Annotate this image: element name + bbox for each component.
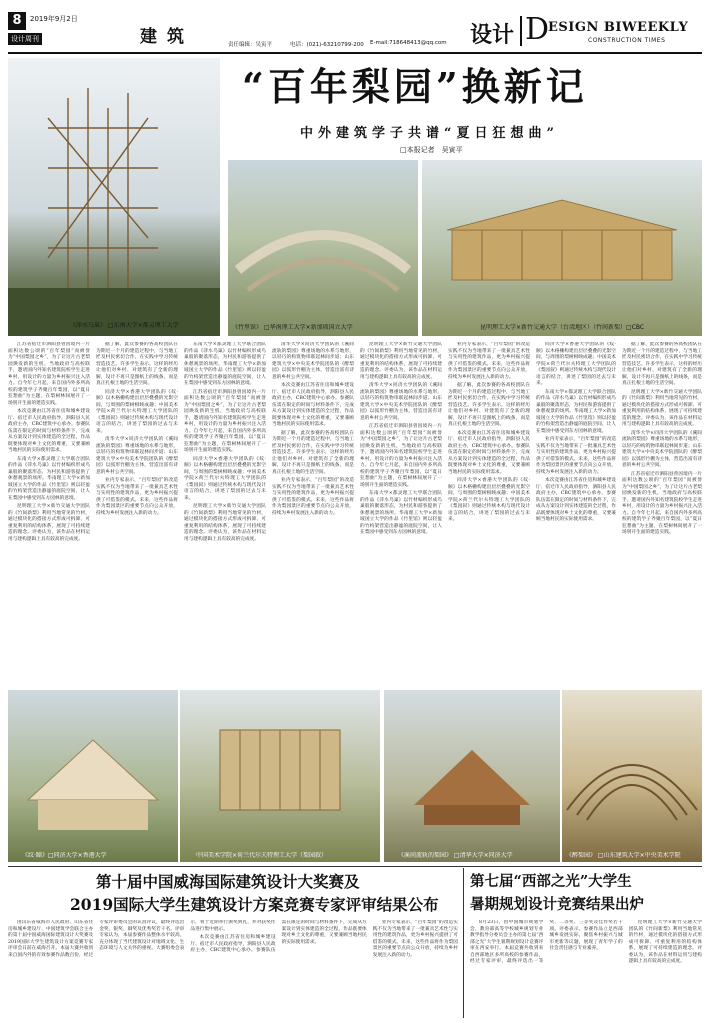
paragraph: 据了解，此次参赛的各高校团队在为期近一个月的建造过程中，与当地工匠及村民密切合作，在实践中学习传统营造技艺。许多学生表示，这样的经历让他们对乡村、对建筑有了全新的理解，设计不再只是图纸上的线条，而是真正扎根土地的生活空间。 xyxy=(272,430,354,475)
section-title: 建筑 xyxy=(140,27,194,47)
article-column-5 xyxy=(360,342,442,684)
paragraph: 本次竞赛由江苏省住房和城乡建设厅、宿迁市人民政府指导，泗阳县人民政府主办，CBC建筑中心承办。参赛队伍需在限定的时间与材料条件下，完成从方案设计到实体建造的全过程，作品既要体现对乡土文化的尊重，又要兼顾当地村民的实际使用需求。 xyxy=(536,478,616,522)
section-divider xyxy=(8,866,702,867)
logo xyxy=(470,12,702,52)
paragraph: 同济大学×香港大学团队的《纹·颐》以木格栅构建出层层叠叠的光影空间，与周围的梨树相映成趣；中国美术学院×荷兰代尔夫特理工大学团队的《梨园叙》则通过传统木构与现代设计语言的结合，讲述了梨园的过去与未来。 xyxy=(448,478,530,522)
photo-caption-3: 《溪间流轨的梨园》 □清华大学×同济大学 xyxy=(398,852,513,859)
paragraph: 同济大学×香港大学团队的《纹·颐》以木格栅构建出层层叠叠的光影空间，与周围的梨树相映成趣；中国美术学院×荷兰代尔夫特理工大学团队的《梨园叙》则通过传统木构与现代设计语言的结合，讲述了梨园的过去与未来。 xyxy=(184,456,266,501)
logo-cn: 设计 xyxy=(470,22,515,48)
lead-byline: □本报记者 吴寅平 xyxy=(400,146,463,154)
paragraph: 清华大学×同济大学团队的《溪间流轨的梨园》尊重场地的水系与地形，以轻巧的构筑物串联起林间步道；山东建筑大学×中央美术学院团队的《醉梨园》以弧形竹棚为主体，营造出富有诗意的乡村公共空间。 xyxy=(272,342,354,380)
paragraph: 东南大学×都灵理工大学联合团队的作品《萍水乌巢》以竹材编织形成鸟巢般的聚落形态，为村民和游客提供了休憩观景的场所。华南理工大学×新加坡国立大学的作品《竹里馆》则以轻盈的竹构架营造出静谧的庭院空间，让人在梨园中感受到东方园林的意境。 xyxy=(536,389,616,434)
tower-illustration xyxy=(8,58,220,336)
bottom-right-body xyxy=(470,920,702,1016)
logo-initial: D xyxy=(525,12,550,47)
lead-subheadline: 中外建筑学子共谱“夏日狂想曲” xyxy=(300,126,559,141)
logo-divider xyxy=(520,16,522,46)
article-column-2 xyxy=(96,342,178,684)
paragraph: 本次竞赛由江苏省住房和城乡建设厅、宿迁市人民政府指导，泗阳县人民政府主办，CBC建筑中心承办。参赛队伍需在限定的时间与材料条件下，完成从方案设计到实体建造的全过程，作品既要体现对乡土文化的尊重，又要兼顾当地村民的实际使用需求。 xyxy=(8,409,90,453)
bottom-left-headline-2: 2019国际大学生建筑设计方案竞赛专家评审结果公布 xyxy=(70,895,439,914)
paragraph: 昆明理工大学×新竹交通大学团队的《竹间新梨》利用当地常见的竹材，通过模块化的搭接方式形成可拆卸、可重复利用的结构体系，展现了可持续建造的理念。评委认为，该作品在材料运用与建构逻辑上具有较高的完成度。 xyxy=(622,389,702,427)
lead-photo-bamboo xyxy=(422,160,702,336)
paragraph: 昆明理工大学×新竹交通大学团队的《竹间新梨》利用当地常见的竹材，通过模块化的搭接方式形成可拆卸、可重复利用的结构体系，展现了可持续建造的理念。评委认为，该作品在材料运用与建构逻辑上具有较高的完成度。 xyxy=(184,504,266,542)
paragraph: 江苏省宿迁市泗阳县曾因境内一片面积达数公顷的“百年梨园”而被誉为“中国梨园之乡”，为了让这片古老梨园焕发新的生机，当地政府与高校联手，邀请国内外知名建筑院校学生走进乡村，用设计的力量为乡村振兴注入活力。自今年七月起，来自国内外多所高校的建筑学子齐聚百年梨园，以“夏日狂想曲”为主题，在梨树林间展开了一场别开生面的建造实践。 xyxy=(184,389,266,453)
bottom-left-headline-1: 第十届中国威海国际建筑设计大奖赛及 xyxy=(96,872,360,891)
paragraph: 江苏省宿迁市泗阳县曾因境内一片面积达数公顷的“百年梨园”而被誉为“中国梨园之乡”，为了让这片古老梨园焕发新的生机，当地政府与高校联手，邀请国内外知名建筑院校学生走进乡村，用设计的力量为乡村振兴注入活力。自今年七月起，来自国内外多所高校的建筑学子齐聚百年梨园，以“夏日狂想曲”为主题，在梨树林间展开了一场别开生面的建造实践。 xyxy=(8,342,90,406)
editor-line: 责任编辑：吴寅平 xyxy=(228,42,273,48)
paragraph: 东南大学×都灵理工大学联合团队的作品《萍水乌巢》以竹材编织形成鸟巢般的聚落形态，为村民和游客提供了休憩观景的场所。华南理工大学×新加坡国立大学的作品《竹里馆》则以轻盈的竹构架营造出静谧的庭院空间，让人在梨园中感受到东方园林的意境。 xyxy=(360,491,442,535)
paragraph: 东南大学×都灵理工大学联合团队的作品《萍水乌巢》以竹材编织形成鸟巢般的聚落形态，为村民和游客提供了休憩观景的场所。华南理工大学×新加坡国立大学的作品《竹里馆》则以轻盈的竹构架营造出静谧的庭院空间，让人在梨园中感受到东方园林的意境。 xyxy=(8,456,90,501)
paragraph: 江苏省宿迁市泗阳县曾因境内一片面积达数公顷的“百年梨园”而被誉为“中国梨园之乡”，为了让这片古老梨园焕发新的生机，当地政府与高校联手，邀请国内外知名建筑院校学生走进乡村，用设计的力量为乡村振兴注入活力。自今年七月起，来自国内外多所高校的建筑学子齐聚百年梨园，以“夏日狂想曲”为主题，在梨树林间展开了一场别开生面的建造实践。 xyxy=(622,471,702,535)
paragraph: 江苏省宿迁市泗阳县曾因境内一片面积达数公顷的“百年梨园”而被誉为“中国梨园之乡”，为了让这片古老梨园焕发新的生机，当地政府与高校联手，邀请国内外知名建筑院校学生走进乡村，用设计的力量为乡村振兴注入活力。自今年七月起，来自国内外多所高校的建筑学子齐聚百年梨园，以“夏日狂想曲”为主题，在梨树林间展开了一场别开生面的建造实践。 xyxy=(360,424,442,488)
paragraph: 昆明理工大学×新竹交通大学团队的《竹间新梨》利用当地常见的竹材，通过模块化的搭接方式形成可拆卸、可重复利用的结构体系，展现了可持续建造的理念。评委认为，该作品在材料运用与建构逻辑上具有较高的完成度。 xyxy=(628,920,702,964)
paragraph: 业内专家表示，“百年梨园”的改造实践不仅为当地带来了一批兼具艺术性与实用性的建筑作品，更为乡村振兴提供了可借鉴的模式。未来，这些作品将作为梨园景区的重要节点向公众开放，持续为乡村发展注入新的动力。 xyxy=(448,342,530,380)
paragraph: 由山东省威海市人民政府、山东省住房和城乡建设厅、中国建筑学会联合主办的第十届中国威海国际建筑设计大奖赛及2019国际大学生建筑设计方案竞赛专家评审会日前在威海召开。本届大赛共收到来自国内外的有效参赛作品数百份，经过专家评审委员会的认真评议，最终评选出金奖、银奖、铜奖及优秀奖若干名。评审专家认为，本届参赛作品整体水平较高，充分体现了当代建筑设计对地域文化、生态环境与人文关怀的重视。大赛组委会表示，将于近期举行颁奖典礼，并对获奖作品进行集中展示。 xyxy=(8,920,276,958)
paragraph: 业内专家表示，“百年梨园”的改造实践不仅为当地带来了一批兼具艺术性与实用性的建筑作品，更为乡村振兴提供了可借鉴的模式。未来，这些作品将作为梨园景区的重要节点向公众开放，持续为乡村发展注入新的动力。 xyxy=(372,920,458,958)
paragraph: 据了解，此次参赛的各高校团队在为期近一个月的建造过程中，与当地工匠及村民密切合作，在实践中学习传统营造技艺。许多学生表示，这样的经历让他们对乡村、对建筑有了全新的理解，设计不再只是图纸上的线条，而是真正扎根土地的生活空间。 xyxy=(96,342,178,386)
paragraph: 清华大学×同济大学团队的《溪间流轨的梨园》尊重场地的水系与地形，以轻巧的构筑物串联起林间步道；山东建筑大学×中央美术学院团队的《醉梨园》以弧形竹棚为主体，营造出富有诗意的乡村公共空间。 xyxy=(622,430,702,468)
page-number-box xyxy=(8,12,26,30)
paragraph: 东南大学×都灵理工大学联合团队的作品《萍水乌巢》以竹材编织形成鸟巢般的聚落形态，为村民和游客提供了休憩观景的场所。华南理工大学×新加坡国立大学的作品《竹里馆》则以轻盈的竹构架营造出静谧的庭院空间，让人在梨园中感受到东方园林的意境。 xyxy=(184,342,266,386)
edition-tag: 设计周刊 xyxy=(8,33,42,45)
paragraph: 据了解，此次参赛的各高校团队在为期近一个月的建造过程中，与当地工匠及村民密切合作，在实践中学习传统营造技艺。许多学生表示，这样的经历让他们对乡村、对建筑有了全新的理解，设计不再只是图纸上的线条，而是真正扎根土地的生活空间。 xyxy=(622,342,702,386)
zuiliyuan-illustration xyxy=(562,690,702,862)
paragraph: 清华大学×同济大学团队的《溪间流轨的梨园》尊重场地的水系与地形，以轻巧的构筑物串联起林间步道；山东建筑大学×中央美术学院团队的《醉梨园》以弧形竹棚为主体，营造出富有诗意的乡村公共空间。 xyxy=(360,383,442,421)
phone-line: 电话：(021)-63210799-200 xyxy=(290,42,364,48)
photo-caption-4: 《醉梨园》 □山东建筑大学×中央美术学院 xyxy=(566,852,681,859)
article-column-4 xyxy=(272,342,354,684)
column-divider xyxy=(463,868,464,1018)
article-column-3 xyxy=(184,342,266,684)
issue-date: 2019年9月2日 xyxy=(30,15,78,23)
paragraph: 昆明理工大学×新竹交通大学团队的《竹间新梨》利用当地常见的竹材，通过模块化的搭接方式形成可拆卸、可重复利用的结构体系，展现了可持续建造的理念。评委认为，该作品在材料运用与建构逻辑上具有较高的完成度。 xyxy=(360,342,442,380)
paragraph: 据了解，此次参赛的各高校团队在为期近一个月的建造过程中，与当地工匠及村民密切合作，在实践中学习传统营造技艺。许多学生表示，这样的经历让他们对乡村、对建筑有了全新的理解，设计不再只是图纸上的线条，而是真正扎根土地的生活空间。 xyxy=(448,383,530,427)
paragraph: 业内专家表示，“百年梨园”的改造实践不仅为当地带来了一批兼具艺术性与实用性的建筑作品，更为乡村振兴提供了可借鉴的模式。未来，这些作品将作为梨园景区的重要节点向公众开放，持续为乡村发展注入新的动力。 xyxy=(96,478,178,516)
article-column-6 xyxy=(448,342,530,684)
paragraph: 业内专家表示，“百年梨园”的改造实践不仅为当地带来了一批兼具艺术性与实用性的建筑作品，更为乡村振兴提供了可借鉴的模式。未来，这些作品将作为梨园景区的重要节点向公众开放，持续为乡村发展注入新的动力。 xyxy=(272,478,354,516)
paragraph: 本次竞赛由江苏省住房和城乡建设厅、宿迁市人民政府指导，泗阳县人民政府主办，CBC建筑中心承办。参赛队伍需在限定的时间与材料条件下，完成从方案设计到实体建造的全过程，作品既要体现对乡土文化的尊重，又要兼顾当地村民的实际使用需求。 xyxy=(190,920,367,953)
logo-sub: CONSTRUCTION TIMES xyxy=(588,37,666,44)
lead-caption-3: 昆明理工大学×新竹交通大学（台湾地区）（竹间新梨）□CBC xyxy=(480,324,645,331)
paragraph: 同济大学×香港大学团队的《纹·颐》以木格栅构建出层层叠叠的光影空间，与周围的梨树相映成趣；中国美术学院×荷兰代尔夫特理工大学团队的《梨园叙》则通过传统木构与现代设计语言的结合，讲述了梨园的过去与未来。 xyxy=(96,389,178,434)
paragraph: 清华大学×同济大学团队的《溪间流轨的梨园》尊重场地的水系与地形，以轻巧的构筑物串联起林间步道；山东建筑大学×中央美术学院团队的《醉梨园》以弧形竹棚为主体，营造出富有诗意的乡村公共空间。 xyxy=(96,437,178,475)
xijian-illustration xyxy=(384,690,560,862)
masthead xyxy=(0,0,708,56)
paragraph: 本次竞赛由江苏省住房和城乡建设厅、宿迁市人民政府指导，泗阳县人民政府主办，CBC建筑中心承办。参赛队伍需在限定的时间与材料条件下，完成从方案设计到实体建造的全过程，作品既要体现对乡土文化的尊重，又要兼顾当地村民的实际使用需求。 xyxy=(448,430,530,475)
page-number: 8 xyxy=(12,13,22,28)
photo-liyuanxu xyxy=(180,690,380,862)
photo-caption-2: 中国美术学院×荷兰代尔夫特理工大学（梨园叙） xyxy=(196,852,328,859)
paragraph: 同济大学×香港大学团队的《纹·颐》以木格栅构建出层层叠叠的光影空间，与周围的梨树相映成趣；中国美术学院×荷兰代尔夫特理工大学团队的《梨园叙》则通过传统木构与现代设计语言的结合，讲述了梨园的过去与未来。 xyxy=(536,342,616,386)
article-column-1 xyxy=(8,342,90,684)
bottom-left-body xyxy=(8,920,458,1016)
lead-caption-2: 《竹里馆》 □华南理工大学×新加坡国立大学 xyxy=(232,324,353,331)
photo-caption-1: 《纹·颐》□同济大学×香港大学 xyxy=(22,852,107,859)
email-line: E-mail:718648413@qq.com xyxy=(370,40,447,46)
curve-illustration xyxy=(228,160,418,336)
lead-caption-1: 《萍水乌巢》 □东南大学×都灵理工大学 xyxy=(70,322,179,329)
lead-headline: “百年梨园”换新记 xyxy=(242,64,588,109)
paragraph: 8月23日，由中国城市规划学会、教育部高等学校城乡规划专业教学指导分委员会主办的第七届“西部之光”大学生暑期规划设计竞赛评审在西安举行。本届竞赛共收到来自西部地区多所高校的参赛作品，经过专家评审，最终评选出一等奖、二等奖、三等奖及佳作奖若干项。评委表示，参赛作品立足西部城乡发展实际，聚焦乡村振兴与城市更新等议题，展现了青年学子的社会责任感与专业素养。 xyxy=(470,920,623,964)
bamboo-illustration xyxy=(422,160,702,336)
article-column-7 xyxy=(536,342,616,684)
article-column-8 xyxy=(622,342,702,684)
photo-wenyi xyxy=(8,690,178,862)
paragraph: 业内专家表示，“百年梨园”的改造实践不仅为当地带来了一批兼具艺术性与实用性的建筑作品，更为乡村振兴提供了可借鉴的模式。未来，这些作品将作为梨园景区的重要节点向公众开放，持续为乡村发展注入新的动力。 xyxy=(536,437,616,475)
photo-zuiliyuan xyxy=(562,690,702,862)
paragraph: 昆明理工大学×新竹交通大学团队的《竹间新梨》利用当地常见的竹材，通过模块化的搭接方式形成可拆卸、可重复利用的结构体系，展现了可持续建造的理念。评委认为，该作品在材料运用与建构逻辑上具有较高的完成度。 xyxy=(8,504,90,542)
paragraph: 本次竞赛由江苏省住房和城乡建设厅、宿迁市人民政府指导，泗阳县人民政府主办，CBC建筑中心承办。参赛队伍需在限定的时间与材料条件下，完成从方案设计到实体建造的全过程，作品既要体现对乡土文化的尊重，又要兼顾当地村民的实际使用需求。 xyxy=(272,383,354,427)
logo-en: ESIGN BIWEEKLY xyxy=(548,20,689,35)
photo-xijian xyxy=(384,690,560,862)
bottom-right-headline-1: 第七届“西部之光”大学生 xyxy=(470,873,632,890)
lead-photo-tower xyxy=(8,58,220,336)
wenyi-illustration xyxy=(8,690,178,862)
lead-photo-curve xyxy=(228,160,418,336)
bottom-right-headline-2: 暑期规划设计竞赛结果出炉 xyxy=(470,896,644,913)
masthead-rule xyxy=(8,52,702,54)
liyuanxu-illustration xyxy=(180,690,380,862)
